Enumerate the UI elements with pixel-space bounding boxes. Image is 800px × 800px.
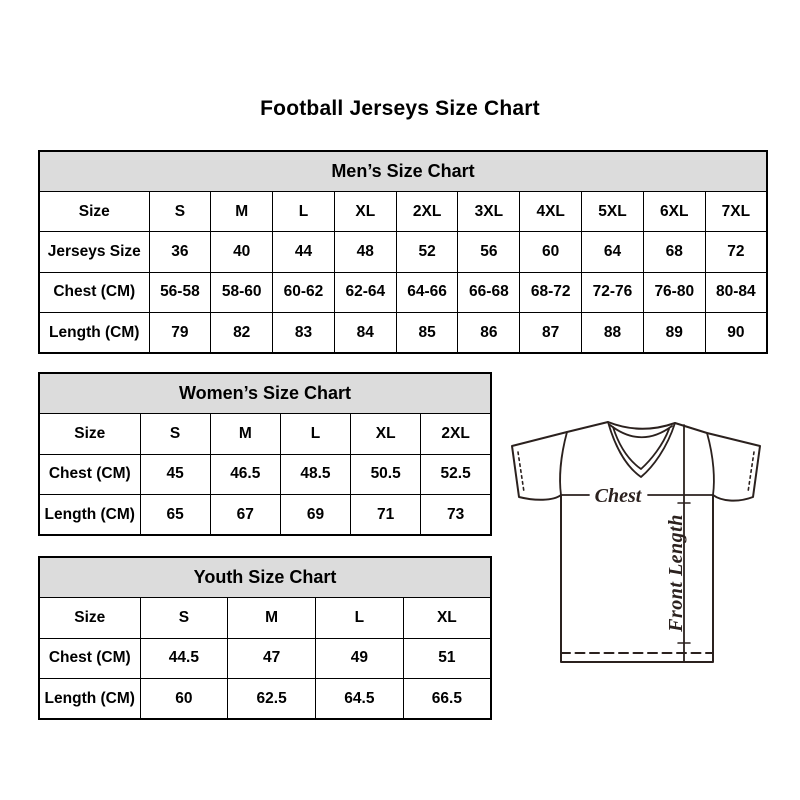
womens-cell-r1c4: 50.5: [351, 454, 421, 495]
youth-cell-r1c3: 49: [316, 638, 404, 679]
mens-row-3: [39, 313, 767, 353]
mens-cell-r1c10: 72: [705, 232, 767, 272]
mens-row-label-2: Chest (CM): [39, 272, 149, 312]
mens-cell-r3c3: 83: [273, 313, 335, 353]
mens-cell-r1c2: 40: [211, 232, 273, 272]
mens-cell-r3c5: 85: [396, 313, 458, 353]
womens-cell-r2c2: 67: [210, 495, 280, 536]
mens-cell-r2c9: 76-80: [643, 272, 705, 312]
youth-cell-r2c2: 62.5: [228, 679, 316, 720]
mens-cell-r1c7: 60: [520, 232, 582, 272]
mens-cell-r0c8: 5XL: [582, 191, 644, 231]
youth-row-0: [39, 598, 491, 639]
mens-cell-r3c4: 84: [334, 313, 396, 353]
youth-cell-r1c2: 47: [228, 638, 316, 679]
mens-cell-r1c6: 56: [458, 232, 520, 272]
womens-cell-r2c3: 69: [280, 495, 350, 536]
mens-cell-r0c3: L: [273, 191, 335, 231]
mens-cell-r0c1: S: [149, 191, 211, 231]
mens-cell-r2c3: 60-62: [273, 272, 335, 312]
left-cuff-stitch: [518, 452, 524, 492]
jersey-outline-shape: [512, 422, 760, 662]
mens-cell-r2c10: 80-84: [705, 272, 767, 312]
youth-table-title: Youth Size Chart: [39, 557, 491, 598]
youth-cell-r1c1: 44.5: [140, 638, 228, 679]
mens-cell-r2c8: 72-76: [582, 272, 644, 312]
youth-size-table: [38, 556, 492, 720]
youth-cell-r0c2: M: [228, 598, 316, 639]
mens-cell-r3c2: 82: [211, 313, 273, 353]
mens-cell-r2c7: 68-72: [520, 272, 582, 312]
womens-table-grid: [38, 372, 492, 536]
mens-cell-r0c7: 4XL: [520, 191, 582, 231]
mens-cell-r1c8: 64: [582, 232, 644, 272]
womens-cell-r0c1: S: [140, 414, 210, 455]
womens-cell-r1c3: 48.5: [280, 454, 350, 495]
mens-table-title: Men’s Size Chart: [39, 151, 767, 191]
womens-cell-r0c4: XL: [351, 414, 421, 455]
mens-row-label-3: Length (CM): [39, 313, 149, 353]
mens-cell-r0c5: 2XL: [396, 191, 458, 231]
youth-cell-r2c3: 64.5: [316, 679, 404, 720]
womens-cell-r0c3: L: [280, 414, 350, 455]
mens-cell-r2c1: 56-58: [149, 272, 211, 312]
womens-cell-r1c1: 45: [140, 454, 210, 495]
left-armhole-seam: [560, 432, 567, 495]
mens-cell-r3c8: 88: [582, 313, 644, 353]
mens-cell-r1c3: 44: [273, 232, 335, 272]
youth-cell-r2c4: 66.5: [403, 679, 491, 720]
youth-row-1: [39, 638, 491, 679]
mens-cell-r0c4: XL: [334, 191, 396, 231]
mens-cell-r0c10: 7XL: [705, 191, 767, 231]
youth-cell-r2c1: 60: [140, 679, 228, 720]
mens-cell-r2c5: 64-66: [396, 272, 458, 312]
front-length-label: Front Length: [665, 514, 687, 632]
mens-row-0: [39, 191, 767, 231]
mens-row-2: [39, 272, 767, 312]
mens-table-grid: [38, 150, 768, 354]
mens-cell-r1c5: 52: [396, 232, 458, 272]
jersey-measurement-diagram: [505, 408, 775, 674]
womens-cell-r1c2: 46.5: [210, 454, 280, 495]
youth-row-label-2: Length (CM): [39, 679, 140, 720]
womens-cell-r0c5: 2XL: [421, 414, 491, 455]
mens-cell-r3c7: 87: [520, 313, 582, 353]
mens-cell-r3c1: 79: [149, 313, 211, 353]
womens-row-label-2: Length (CM): [39, 495, 140, 536]
mens-cell-r0c6: 3XL: [458, 191, 520, 231]
womens-row-0: [39, 414, 491, 455]
youth-row-label-0: Size: [39, 598, 140, 639]
mens-cell-r3c6: 86: [458, 313, 520, 353]
womens-cell-r1c5: 52.5: [421, 454, 491, 495]
womens-row-label-0: Size: [39, 414, 140, 455]
womens-cell-r0c2: M: [210, 414, 280, 455]
womens-cell-r2c5: 73: [421, 495, 491, 536]
mens-row-label-1: Jerseys Size: [39, 232, 149, 272]
mens-cell-r1c4: 48: [334, 232, 396, 272]
youth-cell-r0c4: XL: [403, 598, 491, 639]
womens-cell-r2c4: 71: [351, 495, 421, 536]
chest-label: Chest: [594, 485, 642, 507]
youth-cell-r1c4: 51: [403, 638, 491, 679]
mens-row-label-0: Size: [39, 191, 149, 231]
right-armhole-seam: [707, 433, 714, 495]
mens-cell-r3c10: 90: [705, 313, 767, 353]
youth-row-label-1: Chest (CM): [39, 638, 140, 679]
youth-table-grid: [38, 556, 492, 720]
mens-header-row: [39, 151, 767, 191]
mens-size-table: [38, 150, 768, 354]
youth-header-row: [39, 557, 491, 598]
womens-row-2: [39, 495, 491, 536]
mens-cell-r0c9: 6XL: [643, 191, 705, 231]
womens-header-row: [39, 373, 491, 414]
mens-cell-r2c4: 62-64: [334, 272, 396, 312]
page-title: Football Jerseys Size Chart: [260, 97, 540, 120]
womens-row-label-1: Chest (CM): [39, 454, 140, 495]
mens-cell-r1c9: 68: [643, 232, 705, 272]
womens-size-table: [38, 372, 492, 536]
mens-cell-r2c2: 58-60: [211, 272, 273, 312]
mens-cell-r1c1: 36: [149, 232, 211, 272]
youth-cell-r0c3: L: [316, 598, 404, 639]
womens-table-title: Women’s Size Chart: [39, 373, 491, 414]
mens-cell-r3c9: 89: [643, 313, 705, 353]
womens-row-1: [39, 454, 491, 495]
mens-row-1: [39, 232, 767, 272]
mens-cell-r0c2: M: [211, 191, 273, 231]
youth-cell-r0c1: S: [140, 598, 228, 639]
womens-cell-r2c1: 65: [140, 495, 210, 536]
right-cuff-stitch: [748, 452, 754, 492]
mens-cell-r2c6: 66-68: [458, 272, 520, 312]
youth-row-2: [39, 679, 491, 720]
